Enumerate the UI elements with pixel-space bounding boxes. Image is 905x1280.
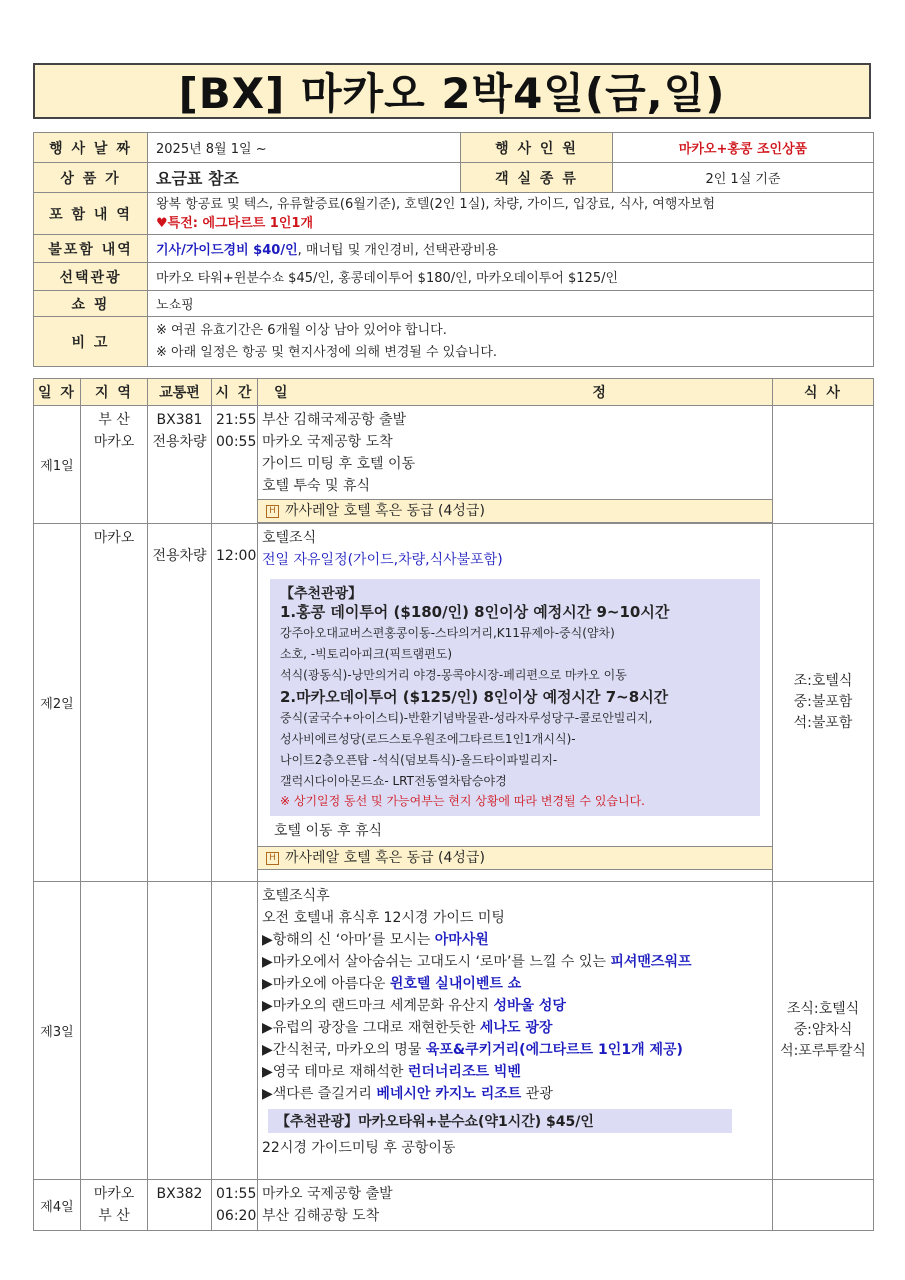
hongkong-tour-title: 1.홍콩 데이투어 ($180/인) 8인이상 예정시간 9~10시간 (280, 603, 670, 621)
day3-meal-dinner: 석:포루투칼식 (780, 1043, 866, 1059)
day3-item: ▶마카오에서 살아숨쉬는 고대도시 ‘로마’를 느낄 수 있는 피셔맨즈워프 (262, 954, 692, 970)
day1-vehicle: 전용차량 (152, 434, 207, 450)
date-value: 2025년 8월 1일 ~ (148, 133, 461, 163)
header-itinerary: 일 정 (258, 379, 773, 406)
day4-region-arrival: 부 산 (98, 1208, 130, 1224)
header-meal: 식 사 (773, 379, 874, 406)
day3-meal-breakfast: 조식:호텔식 (786, 1001, 860, 1017)
header-region: 지 역 (81, 379, 148, 406)
day4-time-arrive: 06:20 (216, 1208, 257, 1224)
macau-tour-line: 나이트2층오픈탑 -석식(덤보특식)-올드타이파빌리지- (280, 753, 558, 767)
day3-item: ▶항해의 신 ‘아마’를 모시는 아마사원 (262, 932, 489, 948)
day1-line: 부산 김해국제공항 출발 (262, 412, 407, 428)
day1-flight: BX381 (156, 412, 203, 428)
day1-time-arrive: 00:55 (216, 434, 257, 450)
day4-label: 제4일 (34, 1180, 81, 1231)
day3-item: ▶영국 테마로 재해석한 런더너리조트 빅벤 (262, 1064, 521, 1080)
day3-item: ▶마카오에 아름다운 윈호텔 실내이벤트 쇼 (262, 976, 522, 992)
schedule-table (33, 378, 874, 1231)
include-bonus: ♥특전: 에그타르트 1인1개 (156, 215, 314, 231)
header-time: 시 간 (212, 379, 258, 406)
exclude-rest: , 매너팁 및 개인경비, 선택관광비용 (297, 243, 499, 258)
macau-tour-title: 2.마카오데이투어 ($125/인) 8인이상 예정시간 7~8시간 (280, 688, 669, 706)
day4-line: 부산 김해공항 도착 (262, 1208, 380, 1224)
day4-region-departure: 마카오 (93, 1186, 135, 1202)
include-line: 왕복 항공료 및 텍스, 유류할증료(6월기준), 호텔(2인 1실), 차량, 가이드, 입장료, 식사, 여행자보험 (156, 196, 716, 212)
room-value: 2인 1실 기준 (613, 163, 874, 193)
hongkong-tour-line: 소호, -빅토리아피크(픽트램편도) (280, 647, 453, 661)
day3-end: 22시경 가이드미팅 후 공항이동 (262, 1140, 456, 1156)
day3-line: 오전 호텔내 휴식후 12시경 가이드 미팅 (262, 910, 505, 926)
page-title: [BX] 마카오 2박4일(금,일) (33, 63, 871, 119)
room-label: 객 실 종 류 (461, 163, 613, 193)
hongkong-tour-line: 강주아오대교버스편홍콩이동-스타의거리,K11뮤제아-중식(얌차) (280, 626, 615, 640)
remark-passport: ※ 여권 유효기간은 6개월 이상 남아 있어야 합니다. (156, 322, 447, 338)
day1-region-departure: 부 산 (98, 412, 130, 428)
remarks-label: 비 고 (34, 317, 148, 367)
info-table (33, 132, 874, 367)
macau-tour-line: 갤럭시다이아몬드쇼- LRT전동열차탑승야경 (280, 774, 507, 788)
header-transport: 교통편 (148, 379, 212, 406)
day2-meal-breakfast: 조:호텔식 (793, 673, 853, 689)
day2-breakfast: 호텔조식 (262, 530, 317, 546)
hotel-icon: H (266, 852, 279, 865)
optional-value: 마카오 타워+윈분수쇼 $45/인, 홍콩데이투어 $180/인, 마카오데이투어 $125/인 (148, 263, 874, 291)
macau-tour-line: 성사비에르성당(로드스토우원조에그타르트1인1개시식)- (280, 732, 576, 746)
day2-hotel-name: 까사레알 호텔 혹은 동급 (4성급) (285, 850, 485, 866)
guide-fee: 기사/가이드경비 $40/인 (156, 243, 298, 258)
header-day: 일 자 (34, 379, 81, 406)
day3-line: 호텔조식후 (262, 888, 330, 904)
day3-item: ▶유럽의 광장을 그대로 재현한듯한 세나도 광장 (262, 1020, 553, 1036)
day3-label: 제3일 (34, 882, 81, 1180)
day3-meal-lunch: 중:얌차식 (793, 1022, 853, 1038)
day2-hotel (258, 846, 772, 870)
day2-vehicle: 전용차량 (152, 548, 207, 564)
day1-line: 가이드 미팅 후 호텔 이동 (262, 456, 416, 472)
rec-title: 【추천관광】 (280, 586, 363, 602)
day1-hotel-name: 까사레알 호텔 혹은 동급 (4성급) (285, 503, 485, 519)
day2-label: 제2일 (34, 524, 81, 882)
day1-region-arrival: 마카오 (93, 434, 135, 450)
day1-hotel (258, 499, 772, 523)
day1-line: 호텔 투숙 및 휴식 (262, 478, 371, 494)
day4-flight: BX382 (156, 1186, 203, 1202)
people-value: 마카오+홍콩 조인상품 (613, 133, 874, 163)
day2-recommended-box (270, 579, 760, 816)
day4-line: 마카오 국제공항 출발 (262, 1186, 393, 1202)
exclude-label: 불포함 내역 (34, 235, 148, 263)
day2-meal-lunch: 중:불포함 (793, 694, 853, 710)
date-label: 행 사 날 짜 (34, 133, 148, 163)
hotel-icon: H (266, 505, 279, 518)
day3-item: ▶간식천국, 마카오의 명물 육포&쿠키거리(에그타르트 1인1개 제공) (262, 1042, 683, 1058)
people-label: 행 사 인 원 (461, 133, 613, 163)
price-label: 상 품 가 (34, 163, 148, 193)
day2-meal-dinner: 석:불포함 (793, 715, 853, 731)
day2-free-schedule: 전일 자유일정(가이드,차량,식사불포함) (262, 552, 503, 568)
day3-recommended: 【추천관광】마카오타워+분수쇼(약1시간) $45/인 (268, 1109, 732, 1133)
remark-change: ※ 아래 일정은 항공 및 현지사정에 의해 변경될 수 있습니다. (156, 344, 498, 360)
macau-tour-line: 중식(굴국수+아이스티)-반환기념박물관-성라자루성당구-콜로안빌리지, (280, 711, 653, 725)
rec-note: ※ 상기일정 동선 및 가능여부는 현지 상황에 따라 변경될 수 있습니다. (280, 794, 645, 808)
day1-line: 마카오 국제공항 도착 (262, 434, 393, 450)
optional-label: 선택관광 (34, 263, 148, 291)
shopping-value: 노쇼핑 (148, 291, 874, 317)
day1-label: 제1일 (34, 406, 81, 524)
day3-item: ▶마카오의 랜드마크 세계문화 유산지 성바울 성당 (262, 998, 566, 1014)
include-label: 포 함 내 역 (34, 193, 148, 235)
shopping-label: 쇼 핑 (34, 291, 148, 317)
day2-end: 호텔 이동 후 휴식 (274, 823, 383, 839)
day2-time: 12:00 (216, 548, 257, 564)
day4-time-depart: 01:55 (216, 1186, 257, 1202)
hongkong-tour-line: 석식(광동식)-낭만의거리 야경-몽콕야시장-페리편으로 마카오 이동 (280, 668, 627, 682)
day1-time-depart: 21:55 (216, 412, 257, 428)
day3-item: ▶색다른 즐길거리 베네시안 카지노 리조트 관광 (262, 1086, 553, 1102)
price-value: 요금표 참조 (148, 163, 461, 193)
day2-region: 마카오 (93, 530, 135, 546)
